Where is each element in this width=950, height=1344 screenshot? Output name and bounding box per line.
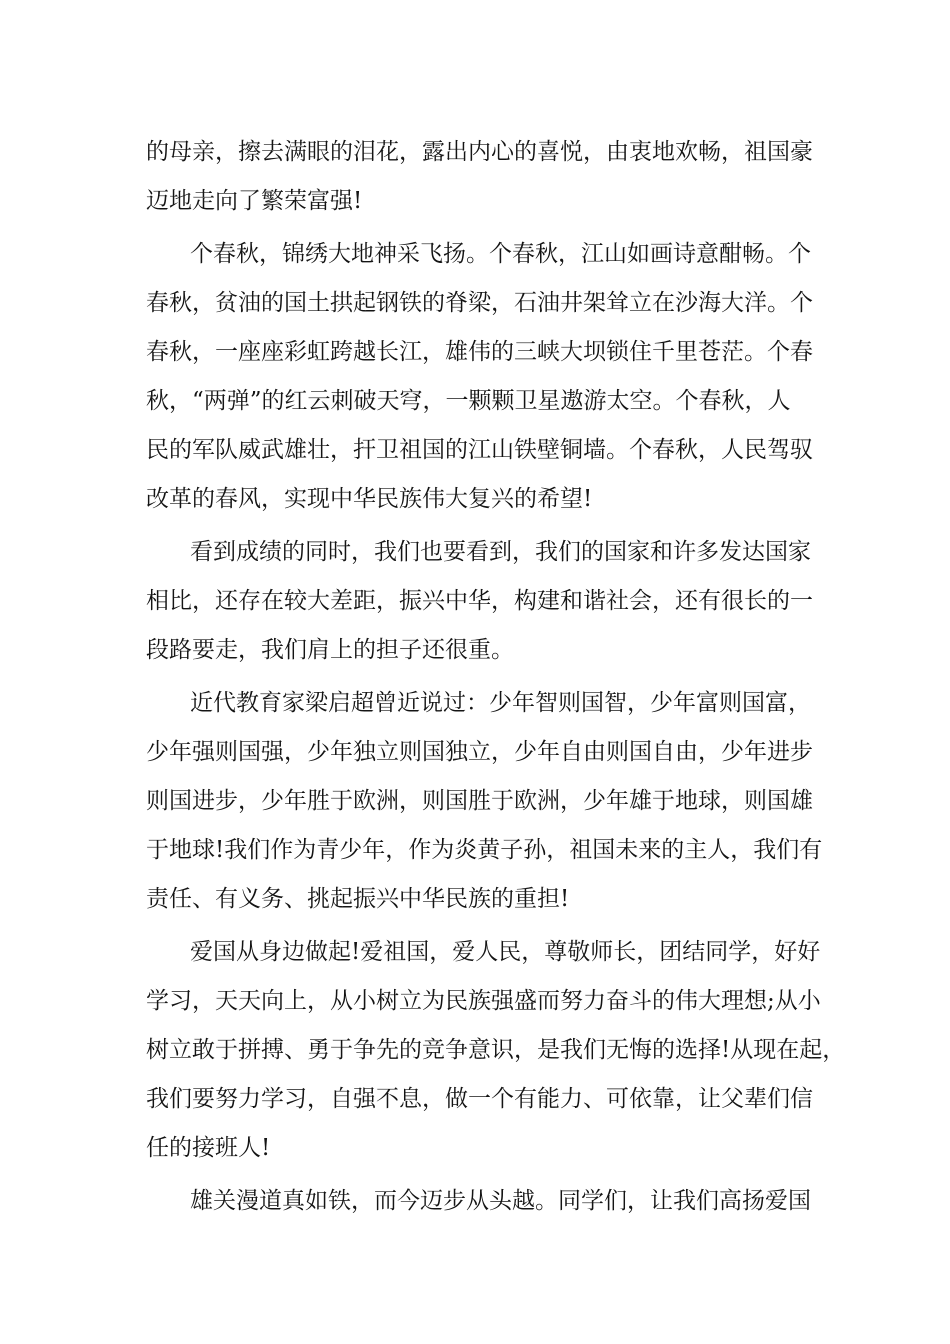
text-line: 民的军队威武雄壮，扞卫祖国的江山铁壁铜墙。个春秋，人民驾驭 xyxy=(146,437,813,463)
paragraph-3 xyxy=(146,528,818,675)
text-line: 看到成绩的同时，我们也要看到，我们的国家和许多发达国家 xyxy=(190,539,811,565)
paragraph-4 xyxy=(146,679,823,924)
paragraph-6 xyxy=(146,1177,818,1226)
text-line: 我们要努力学习，自强不息，做一个有能力、可依靠，让父辈们信 xyxy=(146,1086,813,1112)
text-line: 春秋，一座座彩虹跨越长江，雄伟的三峡大坝锁住千里苍茫。个春 xyxy=(146,339,813,365)
text-line: 于地球!我们作为青少年，作为炎黄子孙，祖国未来的主人，我们有 xyxy=(146,837,823,863)
text-line: 的母亲，擦去满眼的泪花，露出内心的喜悦，由衷地欢畅，祖国豪 xyxy=(146,139,813,165)
text-line: 雄关漫道真如铁，而今迈步从头越。同学们，让我们高扬爱国 xyxy=(190,1188,811,1214)
text-line: 学习，天天向上，从小树立为民族强盛而努力奋斗的伟大理想;从小 xyxy=(146,988,821,1014)
paragraph-1 xyxy=(146,128,818,226)
text-line: 秋，“两弹”的红云刺破天穹，一颗颗卫星遨游太空。个春秋，人 xyxy=(146,388,791,414)
text-line: 爱国从身边做起!爱祖国，爱人民，尊敬师长，团结同学，好好 xyxy=(190,939,821,965)
text-line: 相比，还存在较大差距，振兴中华，构建和谐社会，还有很长的一 xyxy=(146,588,813,614)
text-line: 少年强则国强，少年独立则国独立，少年自由则国自由，少年进步 xyxy=(146,739,813,765)
text-line: 任的接班人! xyxy=(146,1135,271,1161)
text-line: 迈地走向了繁荣富强! xyxy=(146,188,363,214)
paragraph-2 xyxy=(146,230,818,524)
text-line: 则国进步，少年胜于欧洲，则国胜于欧洲，少年雄于地球，则国雄 xyxy=(146,788,813,814)
paragraph-5 xyxy=(146,928,846,1173)
text-line: 春秋，贫油的国土拱起钢铁的脊梁，石油井架耸立在沙海大洋。个 xyxy=(146,290,813,316)
body-text xyxy=(146,128,846,1230)
text-line: 近代教育家梁启超曾近说过：少年智则国智，少年富则国富， xyxy=(190,690,811,716)
text-line: 责任、有义务、挑起振兴中华民族的重担! xyxy=(146,886,570,912)
text-line: 段路要走，我们肩上的担子还很重。 xyxy=(146,637,514,663)
text-line: 树立敢于拼搏、勇于争先的竞争意识，是我们无悔的选择!从现在起， xyxy=(146,1037,846,1063)
text-line: 个春秋，锦绣大地神采飞扬。个春秋，江山如画诗意酣畅。个 xyxy=(190,241,811,267)
text-line: 改革的春风，实现中华民族伟大复兴的希望! xyxy=(146,486,593,512)
